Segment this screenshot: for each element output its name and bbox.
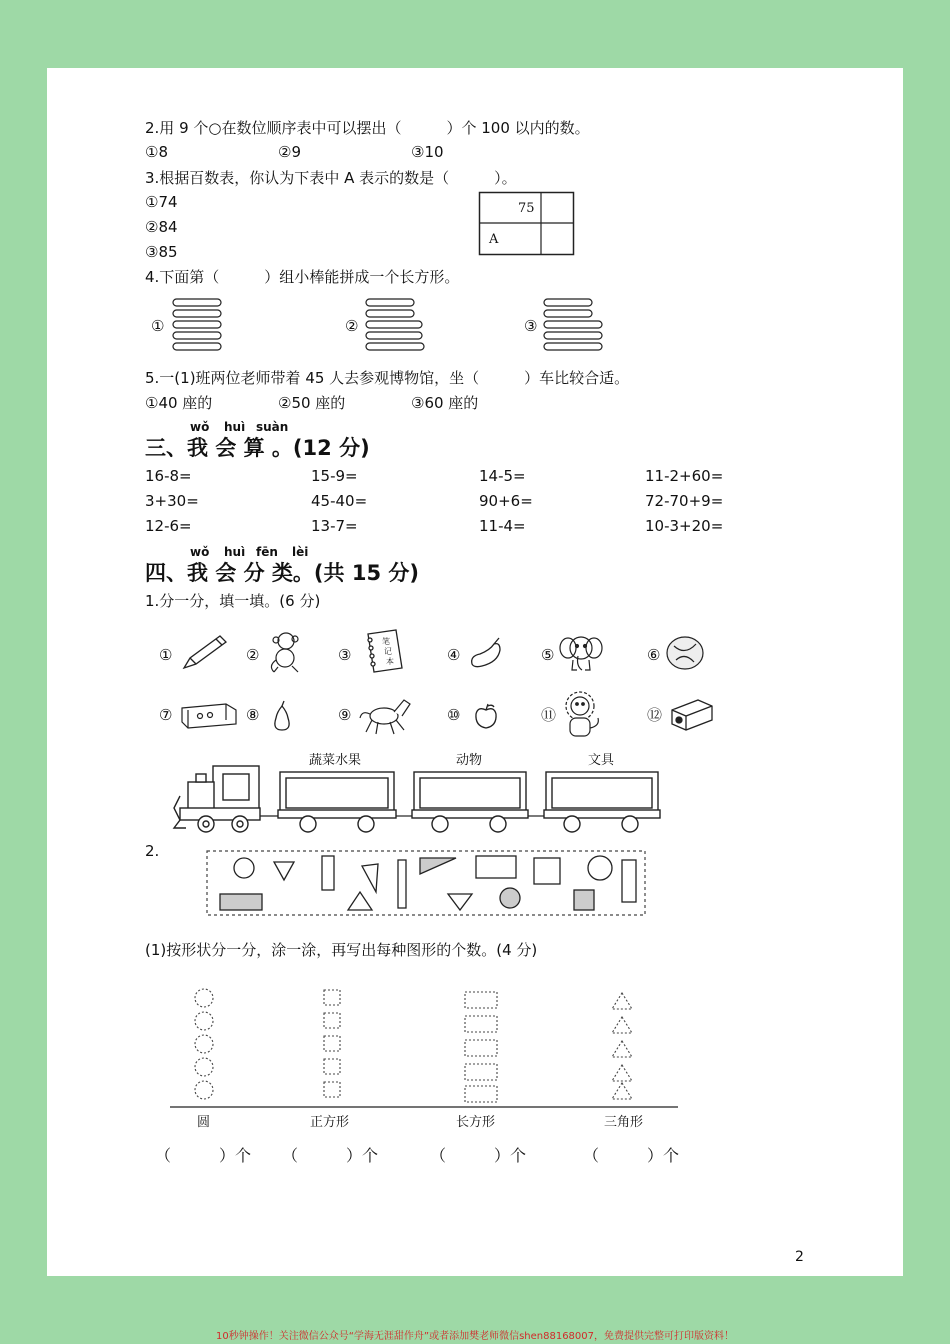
question-5: 5.一(1)班两位老师带着 45 人去参观博物馆，坐（ ）车比较合适。: [145, 369, 630, 387]
cabbage-icon: [664, 634, 706, 672]
calc-r1-c4: 11-2+60=: [645, 467, 724, 485]
stick-group-label-3: ③: [524, 317, 538, 335]
calc-r1-c1: 16-8=: [145, 467, 192, 485]
calc-r3-c2: 13-7=: [311, 517, 358, 535]
footer-banner: 10秒钟操作！关注微信公众号“学海无涯甜作舟”或者添加樊老师微信shen88168007，免费提供完整可打印版资料！: [215, 1331, 735, 1342]
train-car-label-1: 蔬菜水果: [309, 753, 362, 768]
calc-r2-c1: 3+30=: [145, 492, 199, 510]
pinyin-hui: huì: [224, 420, 246, 434]
table-cell-a: A: [489, 232, 499, 247]
answer-blank-triangle[interactable]: （ ）个: [583, 1146, 680, 1165]
pinyin-wo-2: wǒ: [190, 545, 210, 559]
q2-option-2: ②9: [278, 143, 301, 161]
notebook-icon: [360, 628, 406, 676]
shapes-panel: [206, 850, 648, 918]
chart-label-rectangle: 长方形: [456, 1115, 496, 1130]
calc-r3-c3: 11-4=: [479, 517, 526, 535]
q3-option-2: ②84: [145, 218, 178, 236]
train-illustration: [170, 762, 665, 840]
calc-r3-c1: 12-6=: [145, 517, 192, 535]
lion-icon: [560, 690, 604, 742]
item-label-9: ⑨: [338, 706, 352, 724]
item-label-11: ⑪: [541, 706, 557, 724]
section-3-title: 三、我 会 算 。(12 分): [145, 436, 370, 460]
sec4-question-2: 2.: [145, 842, 160, 860]
monkey-icon: [264, 630, 304, 674]
calc-r1-c2: 15-9=: [311, 467, 358, 485]
pinyin-suan: suàn: [256, 420, 289, 434]
notebook-label-1: 笔: [382, 637, 390, 646]
question-4: 4.下面第（ ）组小棒能拼成一个长方形。: [145, 268, 460, 286]
horse-icon: [358, 694, 414, 736]
stick-groups: [170, 297, 610, 357]
calc-r3-c4: 10-3+20=: [645, 517, 724, 535]
train-car-label-2: 动物: [456, 753, 483, 768]
pinyin-wo: wǒ: [190, 420, 210, 434]
chart-label-triangle: 三角形: [604, 1115, 644, 1130]
q5-option-2: ②50 座的: [278, 394, 346, 412]
q5-option-1: ①40 座的: [145, 394, 213, 412]
sec4-sub-question-1: (1)按形状分一分，涂一涂，再写出每种图形的个数。(4 分): [145, 941, 538, 959]
item-label-12: ⑫: [647, 706, 663, 724]
eraser-icon: [180, 700, 238, 730]
train-car-label-3: 文具: [588, 753, 615, 768]
pear-icon: [268, 700, 296, 732]
answer-blank-circle[interactable]: （ ）个: [155, 1146, 252, 1165]
chart-label-circle: 圆: [197, 1115, 211, 1130]
calc-r2-c4: 72-70+9=: [645, 492, 724, 510]
question-3: 3.根据百数表，你认为下表中 A 表示的数是（ ）。: [145, 169, 517, 187]
page-number: 2: [795, 1249, 804, 1265]
notebook-label-3: 本: [386, 657, 394, 666]
stick-group-label-1: ①: [151, 317, 165, 335]
eggplant-icon: [466, 636, 506, 670]
pinyin-fen: fēn: [256, 545, 278, 559]
stick-group-label-2: ②: [345, 317, 359, 335]
pencil-icon: [180, 632, 228, 672]
pinyin-hui-2: huì: [224, 545, 246, 559]
item-label-6: ⑥: [647, 646, 661, 664]
q5-option-3: ③60 座的: [411, 394, 479, 412]
q2-option-1: ①8: [145, 143, 168, 161]
item-label-1: ①: [159, 646, 173, 664]
calc-r2-c2: 45-40=: [311, 492, 368, 510]
pinyin-lei: lèi: [292, 545, 309, 559]
table-cell-75: 75: [518, 201, 535, 216]
q3-option-3: ③85: [145, 243, 178, 261]
section-4-title: 四、我 会 分 类。(共 15 分): [145, 561, 419, 585]
item-label-5: ⑤: [541, 646, 555, 664]
calc-r2-c3: 90+6=: [479, 492, 533, 510]
elephant-icon: [558, 630, 604, 674]
item-label-10: ⑩: [447, 706, 461, 724]
answer-blank-square[interactable]: （ ）个: [282, 1146, 379, 1165]
q2-option-3: ③10: [411, 143, 444, 161]
shape-count-chart: [168, 985, 680, 1110]
apple-icon: [472, 702, 500, 730]
item-label-3: ③: [338, 646, 352, 664]
item-label-2: ②: [246, 646, 260, 664]
item-label-7: ⑦: [159, 706, 173, 724]
question-2: 2.用 9 个○在数位顺序表中可以摆出（ ）个 100 以内的数。: [145, 119, 590, 137]
notebook-label-2: 记: [384, 647, 392, 656]
sharpener-icon: [668, 696, 714, 732]
answer-blank-rectangle[interactable]: （ ）个: [430, 1146, 527, 1165]
calc-r1-c3: 14-5=: [479, 467, 526, 485]
item-label-4: ④: [447, 646, 461, 664]
chart-label-square: 正方形: [310, 1115, 350, 1130]
q3-option-1: ①74: [145, 193, 178, 211]
sec4-question-1: 1.分一分，填一填。(6 分): [145, 592, 321, 610]
item-label-8: ⑧: [246, 706, 260, 724]
